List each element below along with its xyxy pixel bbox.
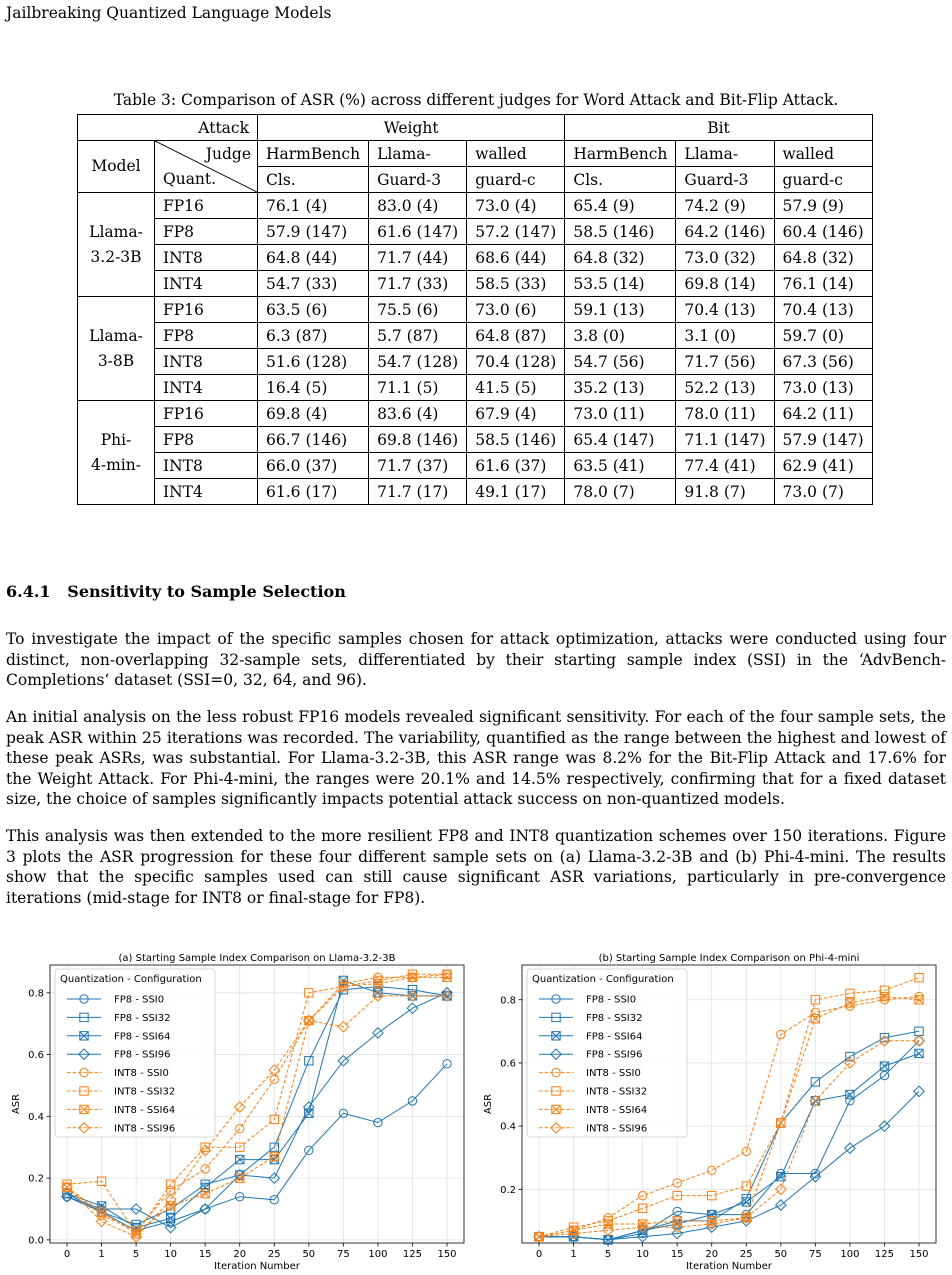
asr-cell: 6.3 (87) — [258, 323, 369, 349]
table-row — [78, 271, 873, 297]
asr-cell: 5.7 (87) — [369, 323, 467, 349]
asr-cell: 65.4 (9) — [565, 193, 676, 219]
x-tick-label: 100 — [840, 1249, 860, 1260]
quant-cell: INT8 — [155, 349, 258, 375]
asr-cell: 71.7 (37) — [369, 453, 467, 479]
x-tick-label: 0 — [63, 1249, 71, 1260]
x-tick-label: 50 — [774, 1249, 788, 1260]
quant-cell: FP16 — [155, 193, 258, 219]
table-row — [78, 297, 873, 323]
judge-header-line2: Cls. — [565, 167, 676, 193]
table-row — [78, 427, 873, 453]
legend — [527, 969, 687, 1137]
asr-cell: 71.1 (5) — [369, 375, 467, 401]
weight-header: Weight — [258, 115, 565, 141]
asr-cell: 71.1 (147) — [676, 427, 774, 453]
asr-cell: 64.2 (11) — [774, 401, 872, 427]
asr-cell: 91.8 (7) — [676, 479, 774, 505]
legend-entry: INT8 - SSI96 — [114, 1123, 176, 1135]
asr-cell: 70.4 (13) — [676, 297, 774, 323]
paragraph-1: To investigate the impact of the specific samples chosen for attack optimization, attacks were conducted using four distinct, non-overlapping 32-sample sets, differentiated by their starting sample index (SSI) in the ‘AdvBench-Completions‘ dataset (SSI=0, 32, 64, and 96). — [6, 630, 946, 689]
x-tick-label: 150 — [437, 1249, 457, 1260]
y-tick-label: 0.0 — [28, 1235, 44, 1247]
quant-cell: FP8 — [155, 219, 258, 245]
asr-cell: 59.1 (13) — [565, 297, 676, 323]
judge-header: Llama- — [676, 141, 774, 167]
table-row — [78, 375, 873, 401]
judge-header-line2: Cls. — [258, 167, 369, 193]
asr-cell: 73.0 (7) — [774, 479, 872, 505]
asr-cell: 75.5 (6) — [369, 297, 467, 323]
asr-cell: 58.5 (146) — [565, 219, 676, 245]
quant-cell: FP16 — [155, 297, 258, 323]
asr-cell: 71.7 (17) — [369, 479, 467, 505]
legend-entry: FP8 - SSI64 — [586, 1031, 643, 1043]
asr-cell: 69.8 (146) — [369, 427, 467, 453]
asr-cell: 67.9 (4) — [467, 401, 565, 427]
chart-b — [474, 953, 944, 1275]
asr-cell: 71.7 (44) — [369, 245, 467, 271]
asr-cell: 70.4 (13) — [774, 297, 872, 323]
asr-cell: 41.5 (5) — [467, 375, 565, 401]
asr-cell: 3.1 (0) — [676, 323, 774, 349]
asr-cell: 64.8 (32) — [565, 245, 676, 271]
legend-entry: FP8 - SSI32 — [586, 1012, 643, 1024]
chart-title: (a) Starting Sample Index Comparison on Llama-3.2-3B — [118, 953, 396, 964]
y-tick-label: 0.6 — [28, 1050, 44, 1062]
judge-header: HarmBench — [258, 141, 369, 167]
y-tick-label: 0.6 — [500, 1058, 516, 1070]
legend-entry: FP8 - SSI96 — [586, 1049, 643, 1061]
asr-cell: 71.7 (56) — [676, 349, 774, 375]
asr-cell: 68.6 (44) — [467, 245, 565, 271]
model-name-line: Phi- — [100, 430, 132, 449]
x-tick-label: 10 — [164, 1249, 178, 1260]
y-tick-label: 0.2 — [500, 1184, 516, 1196]
quant-cell: INT8 — [155, 245, 258, 271]
asr-cell: 3.8 (0) — [565, 323, 676, 349]
quant-cell: INT4 — [155, 271, 258, 297]
asr-cell: 67.3 (56) — [774, 349, 872, 375]
y-tick-label: 0.4 — [28, 1111, 44, 1123]
x-tick-label: 1 — [570, 1249, 577, 1260]
asr-cell: 73.0 (11) — [565, 401, 676, 427]
x-tick-label: 75 — [808, 1249, 822, 1260]
asr-cell: 78.0 (11) — [676, 401, 774, 427]
x-axis-label: Iteration Number — [686, 1261, 772, 1272]
asr-cell: 49.1 (17) — [467, 479, 565, 505]
asr-cell: 60.4 (146) — [774, 219, 872, 245]
quant-label: Quant. — [163, 170, 217, 188]
asr-cell: 76.1 (14) — [774, 271, 872, 297]
legend-entry: FP8 - SSI0 — [114, 994, 165, 1006]
model-name-line: 4-min- — [91, 455, 141, 474]
chart-a — [2, 953, 472, 1275]
table-row — [78, 219, 873, 245]
legend-entry: INT8 - SSI0 — [114, 1068, 169, 1080]
judge-header-line2: guard-c — [467, 167, 565, 193]
asr-table — [77, 114, 873, 505]
table-row — [78, 245, 873, 271]
y-axis-label: ASR — [483, 1093, 494, 1115]
legend-entry: INT8 - SSI32 — [586, 1086, 648, 1098]
asr-cell: 69.8 (14) — [676, 271, 774, 297]
model-name-line: Llama- — [89, 326, 143, 345]
chart-title: (b) Starting Sample Index Comparison on Phi-4-mini — [598, 953, 860, 964]
legend-title: Quantization - Configuration — [532, 974, 674, 985]
y-tick-label: 0.2 — [28, 1173, 44, 1185]
model-name-line: Llama- — [89, 222, 143, 241]
x-tick-label: 25 — [267, 1249, 281, 1260]
table-row — [78, 479, 873, 505]
judge-header: walled — [774, 141, 872, 167]
asr-cell: 62.9 (41) — [774, 453, 872, 479]
asr-cell: 83.0 (4) — [369, 193, 467, 219]
x-tick-label: 5 — [604, 1249, 612, 1260]
asr-cell: 73.0 (4) — [467, 193, 565, 219]
asr-cell: 71.7 (33) — [369, 271, 467, 297]
asr-cell: 64.8 (32) — [774, 245, 872, 271]
model-name-line: 3.2-3B — [90, 247, 142, 266]
x-tick-label: 125 — [402, 1249, 423, 1260]
asr-cell: 65.4 (147) — [565, 427, 676, 453]
y-tick-label: 0.8 — [28, 988, 44, 1000]
table-caption: Table 3: Comparison of ASR (%) across different judges for Word Attack and Bit-Flip Attack. — [113, 91, 839, 109]
asr-cell: 64.8 (44) — [258, 245, 369, 271]
asr-cell: 69.8 (4) — [258, 401, 369, 427]
quant-cell: INT4 — [155, 375, 258, 401]
legend-entry: FP8 - SSI32 — [114, 1012, 171, 1024]
quant-cell: INT4 — [155, 479, 258, 505]
asr-cell: 16.4 (5) — [258, 375, 369, 401]
asr-cell: 57.2 (147) — [467, 219, 565, 245]
quant-cell: INT8 — [155, 453, 258, 479]
x-tick-label: 20 — [705, 1249, 719, 1260]
judge-quant-header — [155, 141, 258, 193]
legend-entry: FP8 - SSI0 — [586, 994, 637, 1006]
legend-entry: INT8 - SSI96 — [586, 1123, 648, 1135]
asr-cell: 64.2 (146) — [676, 219, 774, 245]
asr-cell: 64.8 (87) — [467, 323, 565, 349]
judge-header: HarmBench — [565, 141, 676, 167]
legend-entry: FP8 - SSI64 — [114, 1031, 171, 1043]
asr-cell: 66.7 (146) — [258, 427, 369, 453]
y-axis-label: ASR — [11, 1093, 22, 1115]
asr-cell: 83.6 (4) — [369, 401, 467, 427]
asr-cell: 73.0 (13) — [774, 375, 872, 401]
judge-label: Judge — [205, 145, 251, 163]
quant-cell: FP16 — [155, 401, 258, 427]
x-axis-label: Iteration Number — [214, 1261, 300, 1272]
judge-header-line2: guard-c — [774, 167, 872, 193]
asr-cell: 54.7 (56) — [565, 349, 676, 375]
asr-cell: 63.5 (6) — [258, 297, 369, 323]
asr-cell: 57.9 (147) — [258, 219, 369, 245]
x-tick-label: 50 — [302, 1249, 316, 1260]
asr-cell: 57.9 (147) — [774, 427, 872, 453]
paragraph-3: This analysis was then extended to the more resilient FP8 and INT8 quantization schemes over 150 iterations. Figure 3 plots the ASR progression for these four different sample sets on (a) Llama-3.2-3B and (b) Phi-4-mini. The results show that the specific samples used can still cause significant ASR variations, particularly in pre-convergence iterations (mid-stage for INT8 or final-stage for FP8). — [6, 827, 946, 907]
legend — [55, 969, 215, 1137]
section-number: 6.4.1 — [6, 582, 51, 601]
x-tick-label: 75 — [336, 1249, 350, 1260]
x-tick-label: 5 — [132, 1249, 140, 1260]
model-cell — [78, 193, 155, 297]
asr-cell: 57.9 (9) — [774, 193, 872, 219]
legend-entry: INT8 - SSI64 — [114, 1104, 176, 1116]
paragraph-2: An initial analysis on the less robust FP16 models revealed significant sensitivity. For each of the four sample sets, the peak ASR within 25 iterations was recorded. The variability, quantified as the range between the highest and lowest of these peak ASRs, was substantial. For Llama-3.2-3B, this ASR range was 8.2% for the Bit-Flip Attack and 17.6% for the Weight Attack. For Phi-4-mini, the ranges were 20.1% and 14.5% respectively, confirming that for a fixed dataset size, the choice of samples significantly impacts potential attack success on non-quantized models. — [6, 708, 946, 808]
asr-cell: 52.2 (13) — [676, 375, 774, 401]
table-row — [78, 323, 873, 349]
table-row — [78, 401, 873, 427]
table-row — [78, 193, 873, 219]
asr-cell: 58.5 (146) — [467, 427, 565, 453]
x-tick-label: 15 — [670, 1249, 684, 1260]
legend-entry: INT8 - SSI0 — [586, 1068, 641, 1080]
asr-cell: 61.6 (147) — [369, 219, 467, 245]
x-tick-label: 15 — [198, 1249, 212, 1260]
section-heading — [6, 582, 346, 601]
x-tick-label: 10 — [636, 1249, 650, 1260]
asr-cell: 73.0 (6) — [467, 297, 565, 323]
model-header: Model — [78, 141, 155, 193]
section-title: Sensitivity to Sample Selection — [67, 582, 346, 601]
asr-cell: 77.4 (41) — [676, 453, 774, 479]
legend-title: Quantization - Configuration — [60, 974, 202, 985]
y-tick-label: 0.8 — [500, 995, 516, 1007]
asr-cell: 35.2 (13) — [565, 375, 676, 401]
legend-entry: INT8 - SSI64 — [586, 1104, 648, 1116]
asr-cell: 76.1 (4) — [258, 193, 369, 219]
x-tick-label: 1 — [98, 1249, 105, 1260]
asr-cell: 53.5 (14) — [565, 271, 676, 297]
x-tick-label: 150 — [909, 1249, 929, 1260]
model-name-line: 3-8B — [97, 351, 135, 370]
y-tick-label: 0.4 — [500, 1121, 516, 1133]
legend-entry: INT8 - SSI32 — [114, 1086, 176, 1098]
asr-cell: 74.2 (9) — [676, 193, 774, 219]
x-tick-label: 125 — [874, 1249, 895, 1260]
judge-header: Llama- — [369, 141, 467, 167]
model-cell — [78, 401, 155, 505]
quant-cell: FP8 — [155, 427, 258, 453]
asr-cell: 51.6 (128) — [258, 349, 369, 375]
table-row — [78, 349, 873, 375]
asr-cell: 59.7 (0) — [774, 323, 872, 349]
legend-entry: FP8 - SSI96 — [114, 1049, 171, 1061]
asr-cell: 78.0 (7) — [565, 479, 676, 505]
bit-header: Bit — [565, 115, 872, 141]
attack-header: Attack — [78, 115, 258, 141]
asr-cell: 63.5 (41) — [565, 453, 676, 479]
x-tick-label: 100 — [368, 1249, 388, 1260]
judge-header-line2: Guard-3 — [676, 167, 774, 193]
x-tick-label: 25 — [739, 1249, 753, 1260]
asr-cell: 66.0 (37) — [258, 453, 369, 479]
asr-cell: 70.4 (128) — [467, 349, 565, 375]
table-row — [78, 453, 873, 479]
quant-cell: FP8 — [155, 323, 258, 349]
asr-cell: 54.7 (33) — [258, 271, 369, 297]
x-tick-label: 20 — [233, 1249, 247, 1260]
judge-header: walled — [467, 141, 565, 167]
asr-cell: 61.6 (37) — [467, 453, 565, 479]
judge-header-line2: Guard-3 — [369, 167, 467, 193]
asr-cell: 61.6 (17) — [258, 479, 369, 505]
x-tick-label: 0 — [535, 1249, 543, 1260]
asr-cell: 58.5 (33) — [467, 271, 565, 297]
asr-cell: 73.0 (32) — [676, 245, 774, 271]
model-cell — [78, 297, 155, 401]
asr-cell: 54.7 (128) — [369, 349, 467, 375]
running-head: Jailbreaking Quantized Language Models — [6, 4, 332, 22]
